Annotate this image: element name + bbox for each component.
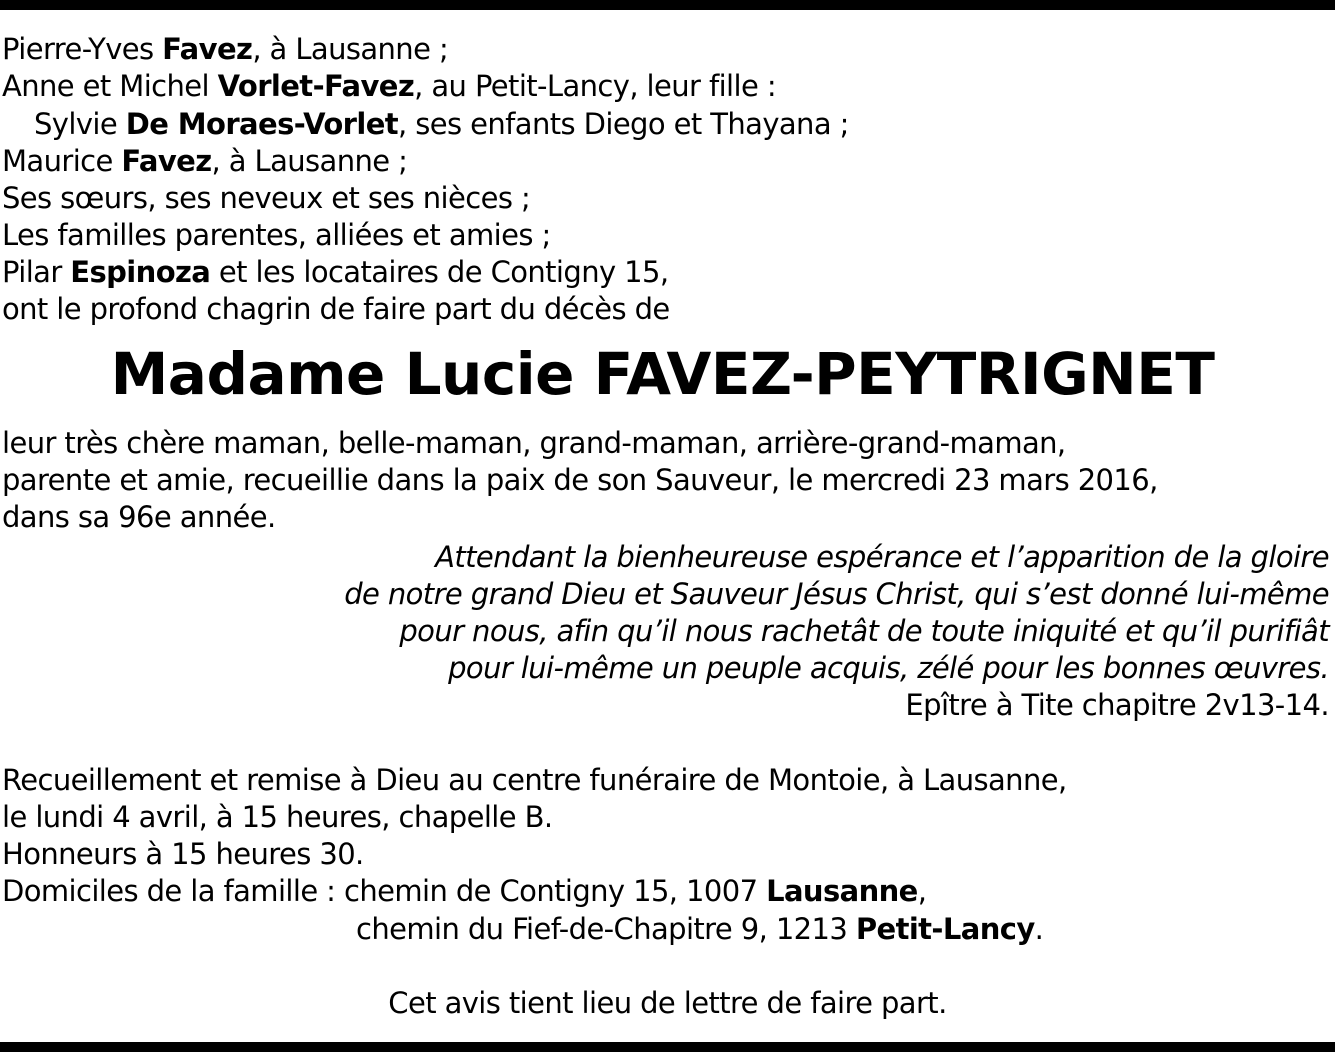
verse-line-1: Attendant la bienheureuse espérance et l’apparition de la gloire	[435, 540, 1329, 574]
description-line-2: parente et amie, recueillie dans la paix de son Sauveur, le mercredi 23 mars 2016,	[2, 463, 1158, 497]
family-address-line-2: chemin du Fief-de-Chapitre 9, 1213 Petit-Lancy.	[356, 912, 1044, 946]
description-line-1: leur très chère maman, belle-maman, grand-maman, arrière-grand-maman,	[2, 426, 1066, 460]
closing-notice: Cet avis tient lieu de lettre de faire part.	[388, 986, 947, 1020]
verse-line-4: pour lui-même un peuple acquis, zélé pour les bonnes œuvres.	[448, 651, 1329, 685]
family-line-sisters: Ses sœurs, ses neveux et ses nièces ;	[2, 181, 531, 215]
deceased-name-heading: Madame Lucie FAVEZ-PEYTRIGNET	[110, 340, 1215, 408]
family-line-families: Les familles parentes, alliées et amies ;	[2, 218, 551, 252]
bottom-border-rule	[0, 1042, 1335, 1052]
family-line-maurice: Maurice Favez, à Lausanne ;	[2, 144, 408, 178]
family-line-sylvie: Sylvie De Moraes-Vorlet, ses enfants Diego et Thayana ;	[34, 107, 849, 141]
ceremony-line-3: Honneurs à 15 heures 30.	[2, 837, 364, 871]
ceremony-line-2: le lundi 4 avril, à 15 heures, chapelle B.	[2, 800, 553, 834]
address-label: Domiciles de la famille :	[2, 874, 344, 908]
family-line-pierre-yves: Pierre-Yves Favez, à Lausanne ;	[2, 32, 449, 66]
family-line-pilar: Pilar Espinoza et les locataires de Contigny 15,	[2, 255, 669, 289]
top-border-rule	[0, 0, 1335, 10]
family-address-line-1: Domiciles de la famille : chemin de Contigny 15, 1007 Lausanne,	[2, 874, 927, 908]
family-line-anne-michel: Anne et Michel Vorlet-Favez, au Petit-Lancy, leur fille :	[2, 69, 776, 103]
verse-line-3: pour nous, afin qu’il nous rachetât de toute iniquité et qu’il purifiât	[399, 614, 1329, 648]
announcement-intro: ont le profond chagrin de faire part du décès de	[2, 292, 670, 326]
description-line-3: dans sa 96e année.	[2, 500, 276, 534]
verse-line-2: de notre grand Dieu et Sauveur Jésus Christ, qui s’est donné lui-même	[344, 577, 1329, 611]
ceremony-line-1: Recueillement et remise à Dieu au centre funéraire de Montoie, à Lausanne,	[2, 763, 1067, 797]
verse-reference: Epître à Tite chapitre 2v13-14.	[905, 688, 1329, 722]
